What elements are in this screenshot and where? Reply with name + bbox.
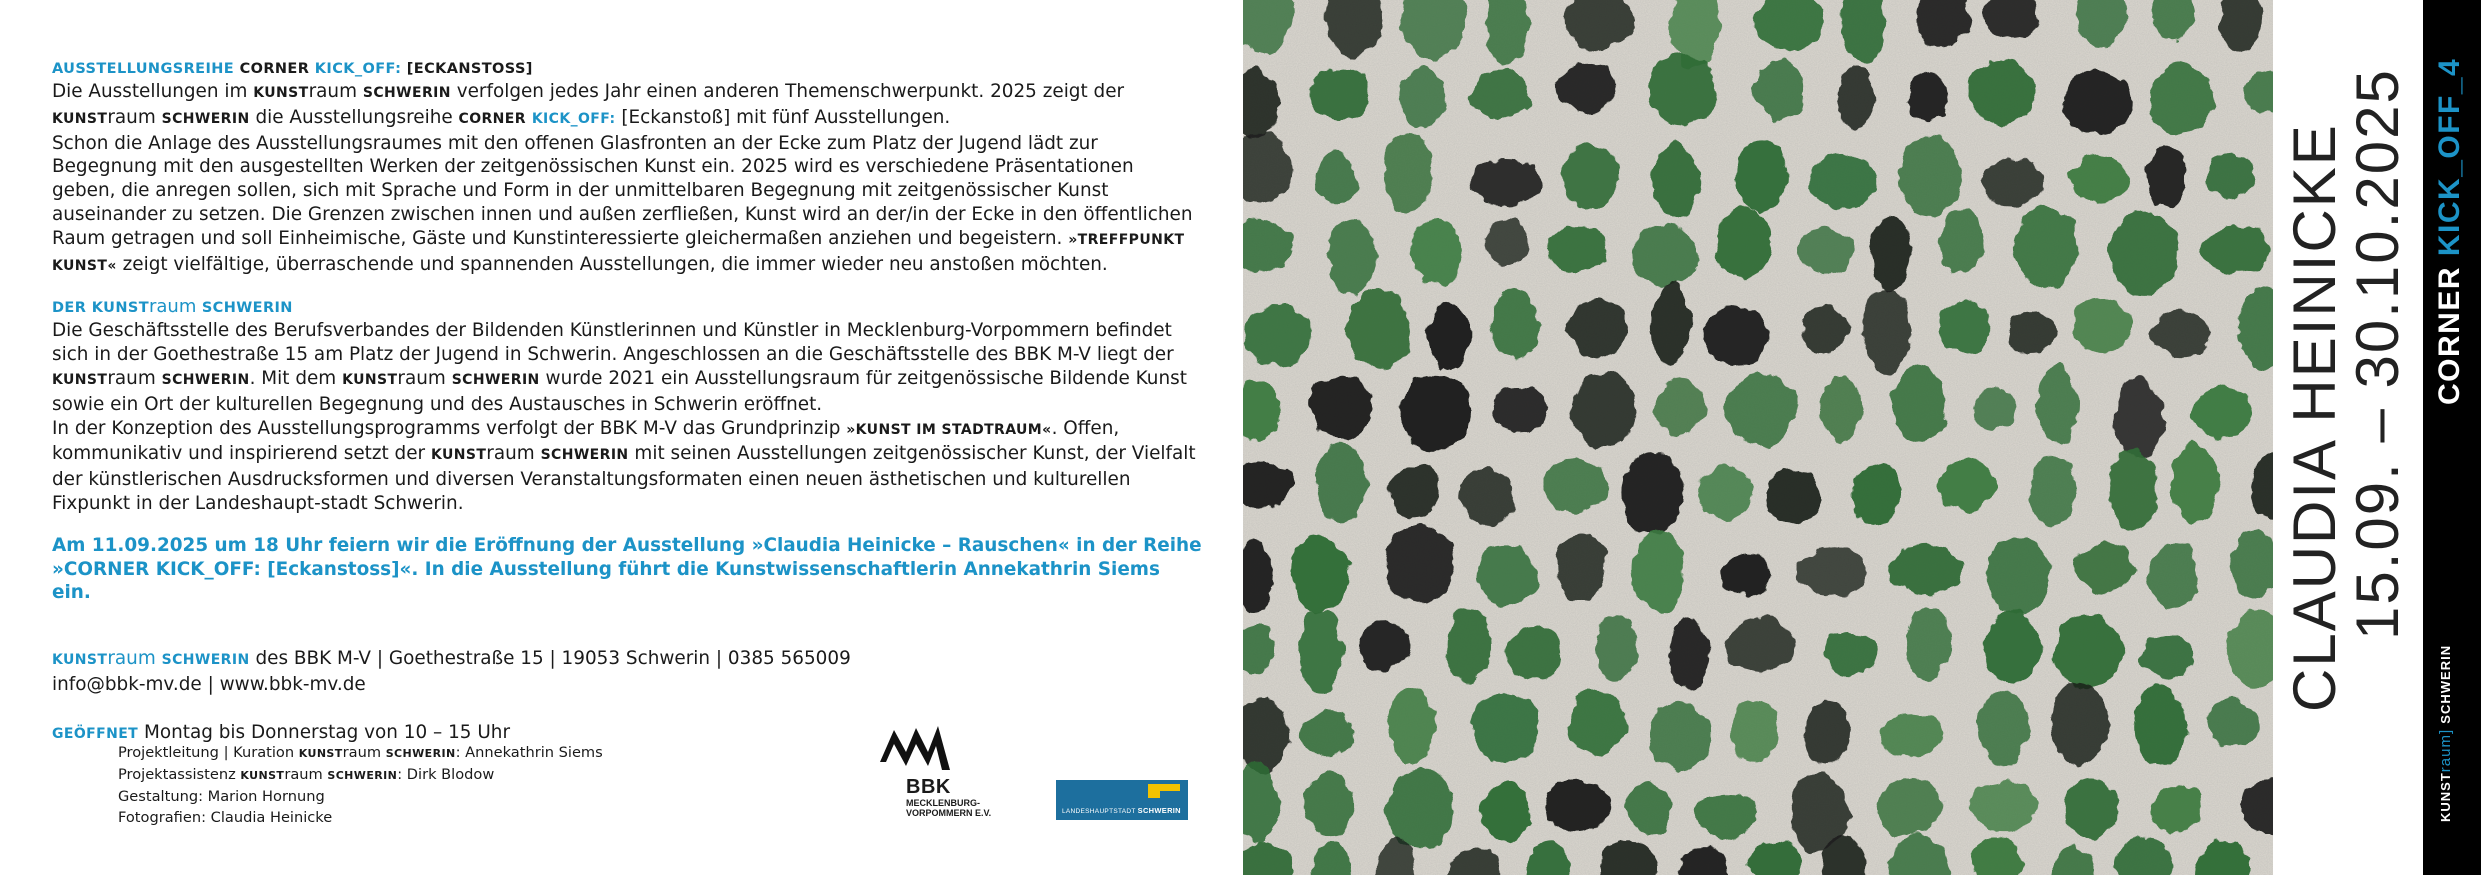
brand-raum: raum bbox=[107, 648, 156, 670]
artwork-daub bbox=[2037, 364, 2078, 444]
artwork-daub bbox=[1900, 136, 1962, 216]
credit-lead bbox=[118, 742, 603, 764]
artwork-daub bbox=[1862, 288, 1910, 372]
address-text: des BBK M-V | Goethestraße 15 | 19053 Schwerin | 0385 565009 bbox=[255, 648, 851, 670]
text-run: In der Konzeption des Ausstellungsprogramms verfolgt der BBK M-V das Grundprinzip bbox=[52, 417, 841, 439]
artwork-daub bbox=[2202, 227, 2270, 272]
artwork-daub bbox=[1298, 610, 1342, 692]
artwork-daub bbox=[2153, 784, 2203, 834]
city-logo bbox=[1056, 780, 1188, 820]
artwork-daub bbox=[2064, 778, 2118, 837]
artwork-daub bbox=[1649, 703, 1711, 771]
artwork-daub bbox=[1698, 464, 1751, 520]
artwork-daub bbox=[1893, 365, 1945, 442]
artwork-daub bbox=[2148, 143, 2186, 207]
credit-design: Gestaltung: Marion Hornung bbox=[118, 788, 325, 805]
artwork-daub bbox=[1459, 469, 1514, 525]
brand-kunst: KUNST bbox=[2438, 772, 2453, 822]
artwork-daub bbox=[1977, 692, 2029, 765]
artwork-daub bbox=[1671, 616, 1709, 691]
artwork-daub bbox=[2029, 455, 2075, 527]
text-run: . Offen, kommunikativ und inspirierend setzt der bbox=[52, 417, 1120, 465]
credit-assistant bbox=[118, 764, 603, 786]
artwork-daub bbox=[1315, 442, 1366, 525]
artwork-daub bbox=[1655, 377, 1704, 435]
artwork-daub bbox=[1446, 607, 1491, 681]
artwork-daub bbox=[1545, 780, 1610, 831]
text-run: : Annekathrin Siems bbox=[455, 744, 603, 761]
artwork-daub bbox=[1881, 713, 1944, 757]
artwork-daub bbox=[1328, 218, 1378, 296]
artwork-daub bbox=[1801, 305, 1848, 354]
hours-text: Montag bis Donnerstag von 10 – 15 Uhr bbox=[143, 721, 511, 743]
about-heading bbox=[52, 296, 1202, 319]
artwork-daub bbox=[1621, 453, 1683, 535]
artwork-daub bbox=[1389, 466, 1439, 518]
series-heading-bracket: [ECKANSTOSS] bbox=[406, 61, 533, 77]
artwork-daub bbox=[2152, 312, 2211, 357]
text-run: mit seinen Ausstellungen zeitgenössischer Kunst, der Vielfalt der künstlerischen Ausdrucksformen und diversen Veranstaltungsformaten einen neuen ästhetischen und kulturellen Fixpunkt in der Landeshaupt-stadt Schwerin. bbox=[52, 443, 1196, 514]
artwork-daub bbox=[1398, 68, 1446, 127]
artwork-daub bbox=[1626, 782, 1671, 835]
about-paragraph-1 bbox=[52, 319, 1202, 416]
artwork-daub bbox=[1491, 289, 1540, 359]
artwork-daub bbox=[1484, 220, 1529, 266]
artist-name: CLAUDIA HEINICKE bbox=[2281, 123, 2348, 712]
artwork-daub bbox=[1469, 71, 1532, 117]
brand-schwerin: SCHWERIN bbox=[2438, 644, 2453, 724]
text-run: Die Geschäftsstelle des Berufsverbandes der Bildenden Künstlerinnen und Künstler in Mecklenburg-Vorpommern befindet sich in der Goethestraße 15 am Platz der Jugend in Schwerin. Angeschlossen an die Geschäftsstelle des BBK M-V liegt der bbox=[52, 320, 1174, 366]
artwork-daub bbox=[2171, 442, 2218, 523]
text-run: Schon die Anlage des Ausstellungsraumes mit den offenen Glasfronten an der Ecke zum Platz der Jugend lädt zur Begegnung mit den ausgestellten Werken der zeitgenössischen Kunst ein. 2025 wird es verschiedene Präsentationen geben, die anregen sollen, sich mit Sprache und Form in der unmittelbaren Begegnung mit zeitgenössischer Kunst auseinander zu setzen. Die Grenzen zwischen innen und außen zerfließen, Kunst wird an der/in der Ecke in den öffentlichen Raum getragen und soll Einheimische, Gäste und Kunstinteressierte gleichermaßen anziehen und begeistern. bbox=[52, 132, 1193, 249]
artwork-daub bbox=[2014, 205, 2078, 288]
artwork-daub bbox=[1470, 692, 1537, 762]
artwork-daub bbox=[1359, 621, 1408, 670]
artwork-daub bbox=[2072, 299, 2131, 353]
artwork-daub bbox=[1401, 374, 1472, 450]
brand-schwerin: SCHWERIN bbox=[201, 300, 293, 317]
artwork-daub bbox=[1471, 158, 1540, 203]
series-heading bbox=[52, 58, 1202, 80]
artwork-daub bbox=[1651, 144, 1700, 217]
brand-schwerin: SCHWERIN bbox=[161, 371, 250, 388]
artwork-daub bbox=[1476, 544, 1537, 605]
brand-kunst: KUNST bbox=[253, 85, 309, 101]
artwork-daub bbox=[1937, 460, 1994, 511]
artwork-daub bbox=[1730, 700, 1778, 762]
artwork-daub bbox=[1804, 701, 1850, 764]
exhibition-dates: 15.09. – 30.10.2025 bbox=[2344, 68, 2411, 640]
venue-vertical: KUNSTraum] SCHWERIN bbox=[2437, 644, 2454, 822]
artwork-daub bbox=[1891, 544, 1962, 596]
artwork-daub bbox=[1985, 612, 2040, 683]
stadtraum-tag: »KUNST IM STADTRAUM« bbox=[846, 421, 1052, 438]
artwork-daub bbox=[1798, 547, 1868, 597]
text-run: : Dirk Blodow bbox=[397, 766, 495, 783]
brand-kunst: KUNST bbox=[342, 371, 398, 388]
artwork-daub bbox=[1507, 626, 1561, 681]
artwork-daub bbox=[2150, 63, 2214, 134]
artwork-daub bbox=[1289, 536, 1349, 611]
about-paragraph-2 bbox=[52, 417, 1202, 516]
brand-kunst: KUNST bbox=[240, 769, 285, 782]
artwork-daub bbox=[1547, 227, 1609, 272]
brand-schwerin: SCHWERIN bbox=[540, 447, 629, 464]
artwork-daub bbox=[1716, 207, 1772, 279]
artwork-daub bbox=[1967, 60, 2035, 123]
series-heading-kickoff: KICK_OFF: bbox=[314, 61, 402, 77]
brand-kunst: KUNST bbox=[430, 447, 487, 464]
brand-raum: raum bbox=[397, 367, 446, 389]
artwork-daub bbox=[1571, 372, 1638, 446]
brand-schwerin: SCHWERIN bbox=[451, 371, 540, 388]
text-run: Projektassistenz bbox=[118, 766, 236, 783]
credits bbox=[118, 742, 603, 828]
city-logo-stripe bbox=[1148, 784, 1160, 798]
artwork-daub bbox=[1245, 305, 1311, 366]
artwork-daub bbox=[2109, 451, 2157, 532]
artwork-daub bbox=[1312, 374, 1373, 438]
artwork-daub bbox=[1556, 64, 1617, 111]
series-heading-prefix: AUSSTELLUNGSREIHE bbox=[52, 61, 235, 77]
artwork-daub bbox=[1570, 687, 1625, 757]
series-heading-corner: CORNER bbox=[239, 61, 310, 77]
artwork-daub bbox=[2008, 310, 2055, 355]
artwork-daub bbox=[1300, 713, 1354, 758]
brand-kunst: KUNST bbox=[52, 110, 108, 127]
artwork-daub bbox=[2054, 614, 2122, 688]
artwork-daub bbox=[1492, 386, 1548, 433]
artwork-daub bbox=[1766, 470, 1821, 524]
bbk-mark-icon bbox=[876, 722, 956, 776]
artwork-daub bbox=[1387, 687, 1434, 764]
treffpunkt-tag: »TREFFPUNKT KUNST« bbox=[52, 231, 1185, 274]
text-run: Die Ausstellungen im bbox=[52, 81, 248, 102]
artwork-image bbox=[1243, 0, 2273, 875]
artwork-daub bbox=[1755, 59, 1804, 120]
brand-raum: raum bbox=[107, 367, 156, 389]
artwork-daub bbox=[2206, 699, 2258, 746]
artwork-daub bbox=[1694, 792, 1758, 840]
brand-raum: raum bbox=[486, 443, 535, 465]
brand-schwerin: SCHWERIN bbox=[161, 110, 250, 127]
series-paragraph-2 bbox=[52, 132, 1202, 279]
artwork-daub bbox=[1721, 552, 1771, 596]
about-heading-prefix: DER bbox=[52, 300, 87, 317]
artwork-daub bbox=[1987, 537, 2051, 616]
artwork-daub bbox=[1812, 154, 1875, 210]
opening-announcement-line-2: »CORNER KICK_OFF: [Eckanstoss]«. In die Ausstellung führt die Kunstwissenschaftlerin Annekathrin Siems ein. bbox=[52, 558, 1160, 604]
city-logo-text bbox=[1062, 806, 1181, 815]
hours-label: GEÖFFNET bbox=[52, 725, 139, 742]
text-run: verfolgen jedes Jahr einen anderen Themenschwerpunkt. 2025 zeigt der bbox=[456, 81, 1125, 102]
artwork-daub bbox=[1871, 216, 1912, 290]
artwork-daub bbox=[1563, 143, 1619, 210]
artwork-daub bbox=[1315, 154, 1358, 202]
artwork-daub bbox=[1837, 68, 1876, 130]
bbk-logo bbox=[876, 722, 1006, 822]
contact-web[interactable]: info@bbk-mv.de | www.bbk-mv.de bbox=[52, 673, 366, 695]
credit-photo: Fotografien: Claudia Heinicke bbox=[118, 809, 333, 826]
artwork-daub bbox=[2148, 543, 2198, 610]
artwork-daub bbox=[1981, 158, 2044, 204]
artwork-daub bbox=[2109, 212, 2179, 296]
brand-schwerin: SCHWERIN bbox=[385, 747, 456, 760]
artwork-daub bbox=[1937, 301, 1990, 353]
artwork-daub bbox=[1798, 228, 1854, 275]
artwork-daub bbox=[2115, 376, 2163, 458]
brand-kunst: KUNST bbox=[298, 747, 343, 760]
artwork-daub bbox=[1974, 386, 2014, 432]
brand-kunst: KUNST bbox=[52, 652, 108, 669]
artwork-daub bbox=[1543, 459, 1609, 513]
artwork-daub bbox=[2206, 153, 2254, 199]
brand-raum: raum bbox=[342, 744, 382, 761]
artwork-daub bbox=[1970, 781, 2037, 832]
artwork-daub bbox=[2135, 684, 2185, 768]
city-prefix: LANDESHAUPTSTADT bbox=[1062, 808, 1136, 815]
artwork-daub bbox=[1347, 290, 1411, 369]
artwork-daub bbox=[1385, 525, 1455, 604]
artwork-daub bbox=[1726, 618, 1794, 675]
artwork-daub bbox=[1908, 604, 1949, 681]
artwork-daub bbox=[1632, 225, 1698, 286]
text-run: wurde 2021 ein Ausstellungsraum für zeitgenössische Bildende Kunst sowie ein Ort der kulturellen Begegnung und des Austausches in Schwerin eröffnet. bbox=[52, 367, 1187, 415]
artwork-daub bbox=[1305, 772, 1355, 835]
brand-raum: raum bbox=[149, 296, 197, 318]
artwork-daub bbox=[1727, 375, 1798, 445]
text-run: die Ausstellungsreihe bbox=[255, 106, 453, 128]
contact-address bbox=[52, 647, 1202, 673]
artwork-daub bbox=[2194, 388, 2253, 439]
artwork-daub bbox=[2139, 634, 2195, 678]
artwork-daub bbox=[1876, 778, 1942, 836]
brand-schwerin: SCHWERIN bbox=[362, 85, 451, 101]
artwork-daub bbox=[1481, 784, 1533, 841]
brand-schwerin: SCHWERIN bbox=[161, 652, 250, 669]
artwork-daub bbox=[1852, 465, 1900, 525]
text-run: Projektleitung | Kuration bbox=[118, 744, 295, 761]
artwork-daub bbox=[1568, 298, 1627, 357]
artwork-daub bbox=[2069, 155, 2131, 201]
opening-announcement-line-1: Am 11.09.2025 um 18 Uhr feiern wir die Eröffnung der Ausstellung »Claudia Heinicke – Rauschen« in der Reihe bbox=[52, 534, 1202, 556]
text-column bbox=[52, 58, 1202, 747]
bbk-name: BBK bbox=[906, 776, 951, 798]
brand-kunst: KUNST bbox=[52, 371, 108, 388]
brand-schwerin: SCHWERIN bbox=[327, 769, 398, 782]
artwork-daub bbox=[1704, 308, 1770, 366]
bbk-subtitle: MECKLENBURG- VORPOMMERN E.V. bbox=[906, 798, 992, 818]
artwork-daub bbox=[1648, 54, 1718, 125]
series-paragraph-1 bbox=[52, 80, 1202, 132]
artwork-daub bbox=[1906, 75, 1949, 120]
text-run: [Eckanstoß] mit fünf Ausstellungen. bbox=[621, 106, 951, 128]
artwork-daub bbox=[1410, 219, 1461, 285]
artwork-daub bbox=[1556, 532, 1605, 601]
artwork-daub bbox=[1311, 68, 1373, 120]
brand-raum: raum bbox=[284, 766, 323, 783]
artwork-daub bbox=[1735, 141, 1787, 210]
artwork-daub bbox=[2048, 681, 2108, 764]
series-kickoff: KICK_OFF_4 bbox=[2433, 57, 2466, 257]
brand-raum: raum bbox=[308, 81, 357, 102]
artwork-daub bbox=[1594, 614, 1637, 680]
city-name: SCHWERIN bbox=[1137, 806, 1181, 815]
text-run: zeigt vielfältige, überraschende und spannenden Ausstellungen, die immer wieder neu anstoßen möchten. bbox=[122, 253, 1108, 275]
brand-kickoff: KICK_OFF: bbox=[531, 110, 616, 127]
series-corner: CORNER bbox=[2433, 265, 2466, 405]
artwork-daub bbox=[1428, 303, 1471, 369]
series-title-vertical bbox=[2430, 58, 2470, 405]
artwork-daub bbox=[1650, 283, 1690, 365]
artwork-daub bbox=[1819, 376, 1862, 441]
brand-corner: CORNER bbox=[458, 110, 526, 127]
brand-kunst: KUNST bbox=[91, 300, 149, 317]
artwork-daub bbox=[2075, 541, 2133, 593]
artwork-daub bbox=[1825, 630, 1874, 676]
artwork-daub bbox=[2063, 69, 2131, 134]
artwork-daub bbox=[1939, 212, 1984, 273]
artwork-daub bbox=[1384, 132, 1433, 211]
brand-raum: raum bbox=[2437, 734, 2454, 773]
artwork-daub bbox=[1634, 530, 1684, 611]
text-run: . Mit dem bbox=[249, 367, 337, 389]
brand-raum: raum bbox=[107, 106, 156, 128]
